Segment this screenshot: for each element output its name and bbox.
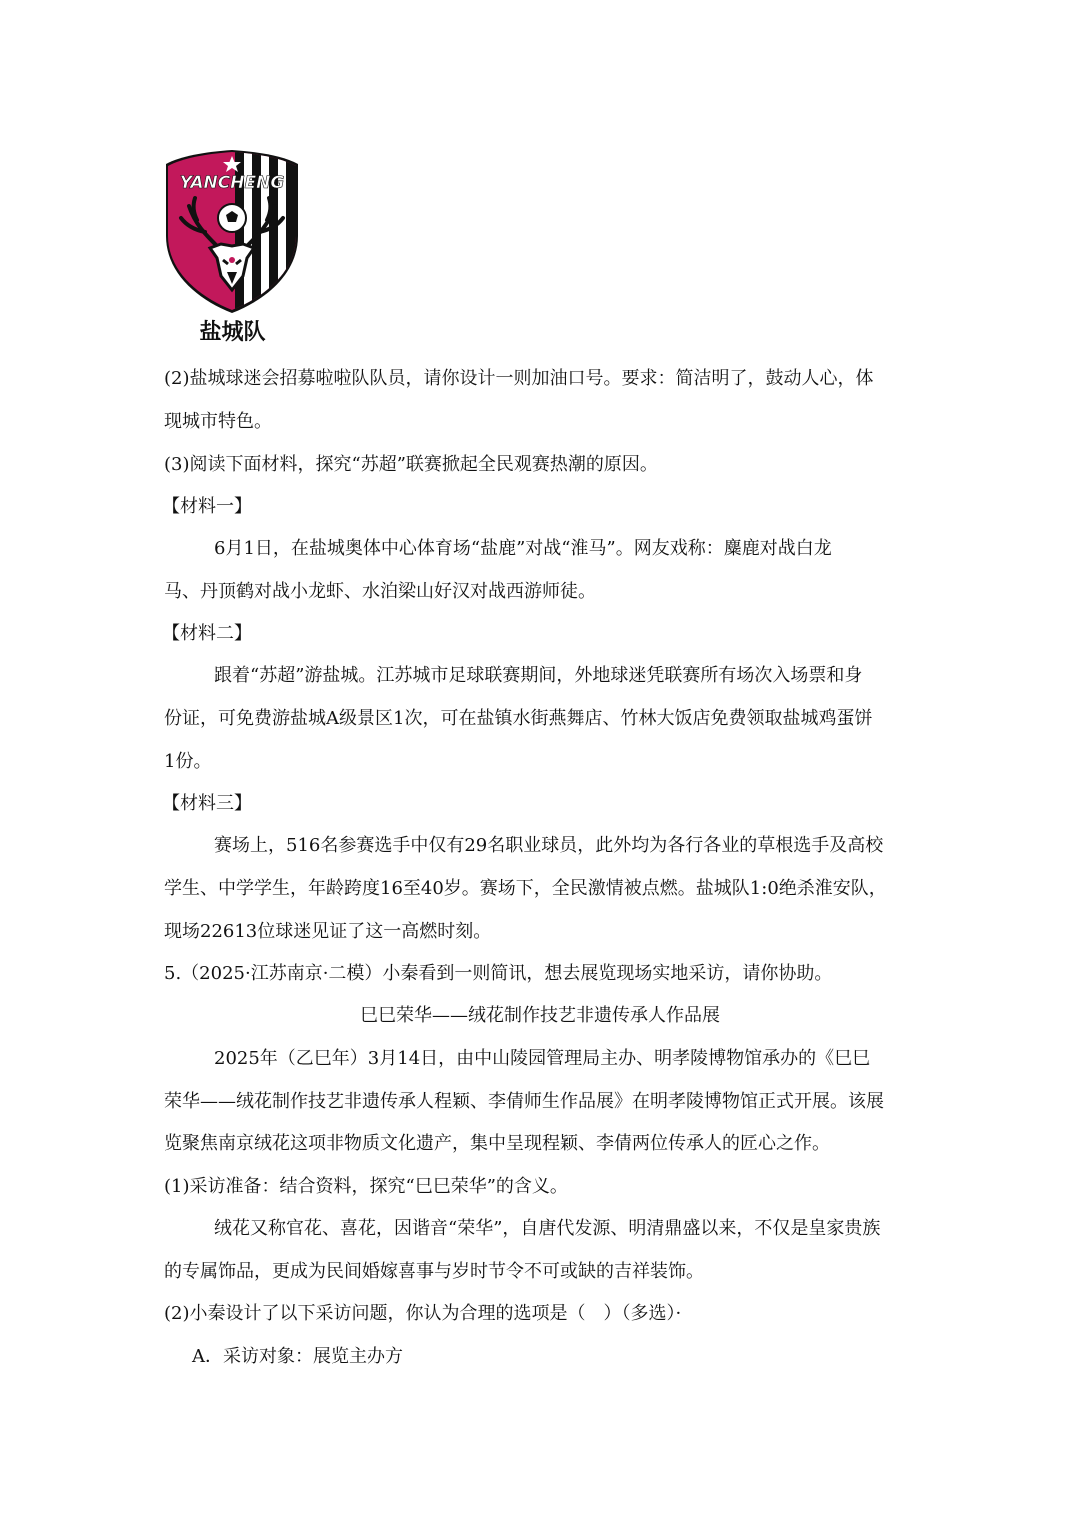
material-1-line-1: 6月1日，在盐城奥体中心体育场“盐鹿”对战“淮马”。网友戏称：麋鹿对战白龙 bbox=[214, 538, 832, 559]
question-2-line-1: (2)盐城球迷会招募啦啦队队员，请你设计一则加油口号。要求：简洁明了，鼓动人心，体 bbox=[164, 368, 874, 389]
material-2-line-1: 跟着“苏超”游盐城。江苏城市足球联赛期间，外地球迷凭联赛所有场次入场票和身 bbox=[214, 665, 863, 686]
material-2-line-3: 1份。 bbox=[164, 751, 212, 772]
question-5-intro: 5.（2025·江苏南京·二模）小秦看到一则简讯，想去展览现场实地采访，请你协助。 bbox=[164, 963, 833, 984]
material-1-heading: 【材料一】 bbox=[162, 496, 252, 517]
logo-wordmark: YANCHENG bbox=[179, 173, 285, 193]
logo-caption: 盐城队 bbox=[199, 320, 266, 345]
material-2-line-2: 份证，可免费游盐城A级景区1次，可在盐镇水街燕舞店、竹林大饭店免费领取盐城鸡蛋饼 bbox=[164, 708, 873, 729]
material-3-line-1: 赛场上，516名参赛选手中仅有29名职业球员，此外均为各行各业的草根选手及高校 bbox=[214, 835, 884, 856]
yancheng-team-logo bbox=[165, 148, 300, 348]
exhibition-paragraph-1-line-3: 览聚焦南京绒花这项非物质文化遗产，集中呈现程颖、李倩两位传承人的匠心之作。 bbox=[164, 1133, 830, 1154]
question-2-line-2: 现城市特色。 bbox=[164, 411, 272, 432]
deer-football-shield-icon bbox=[165, 148, 300, 313]
question-3-prompt: (3)阅读下面材料，探究“苏超”联赛掀起全民观赛热潮的原因。 bbox=[164, 454, 658, 475]
question-5-sub-2: (2)小秦设计了以下采访问题，你认为合理的选项是（ ）（多选）· bbox=[164, 1303, 682, 1324]
material-3-line-2: 学生、中学学生，年龄跨度16至40岁。赛场下，全民激情被点燃。盐城队1:0绝杀淮安队， bbox=[164, 878, 887, 899]
material-1-line-2: 马、丹顶鹤对战小龙虾、水泊梁山好汉对战西游师徒。 bbox=[164, 581, 596, 602]
material-3-line-3: 现场22613位球迷见证了这一高燃时刻。 bbox=[164, 921, 492, 942]
exhibition-paragraph-1-line-1: 2025年（乙巳年）3月14日，由中山陵园管理局主办、明孝陵博物馆承办的《巳巳 bbox=[214, 1048, 871, 1069]
rongHua-paragraph-line-2: 的专属饰品，更成为民间婚嫁喜事与岁时节令不可或缺的吉祥装饰。 bbox=[164, 1261, 704, 1282]
exhibition-paragraph-1-line-2: 荣华——绒花制作技艺非遗传承人程颖、李倩师生作品展》在明孝陵博物馆正式开展。该展 bbox=[164, 1091, 884, 1112]
material-3-heading: 【材料三】 bbox=[162, 793, 252, 814]
option-a: A．采访对象：展览主办方 bbox=[192, 1346, 403, 1367]
material-2-heading: 【材料二】 bbox=[162, 623, 252, 644]
rongHua-paragraph-line-1: 绒花又称官花、喜花，因谐音“荣华”，自唐代发源、明清鼎盛以来，不仅是皇家贵族 bbox=[214, 1218, 881, 1239]
exhibition-title: 巳巳荣华——绒花制作技艺非遗传承人作品展 bbox=[360, 1005, 720, 1026]
question-5-sub-1: (1)采访准备：结合资料，探究“巳巳荣华”的含义。 bbox=[164, 1176, 568, 1197]
